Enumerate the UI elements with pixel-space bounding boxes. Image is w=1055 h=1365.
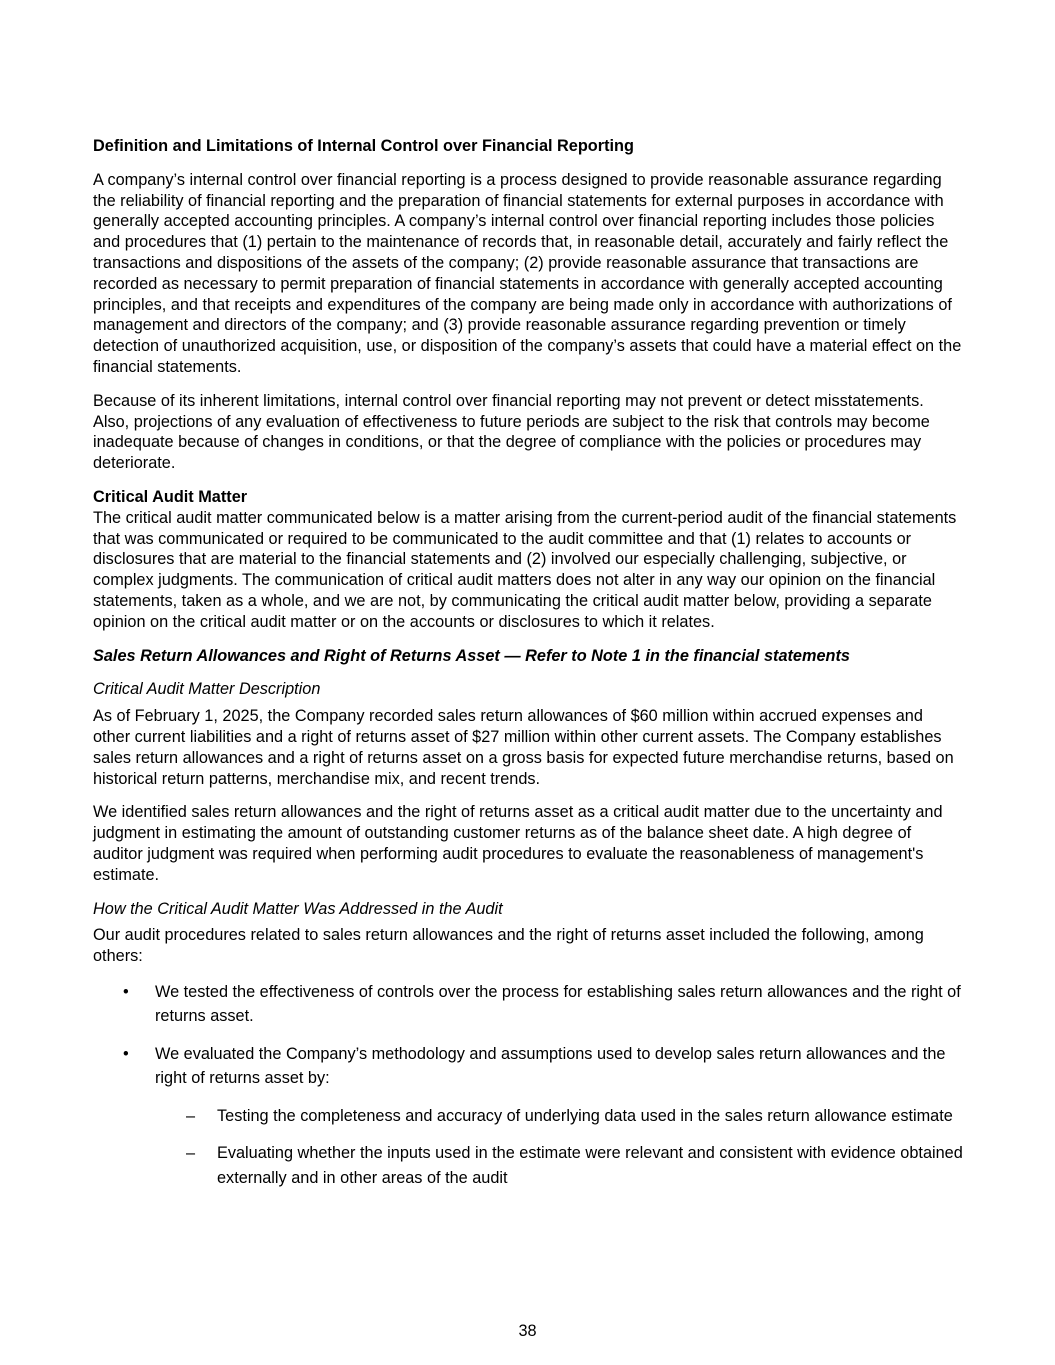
subsection-heading-sales-return: Sales Return Allowances and Right of Returns Asset — Refer to Note 1 in the financial statements	[93, 646, 850, 665]
sub-list-item	[93, 1141, 963, 1190]
dash-marker: –	[186, 1106, 196, 1125]
list-item-text: We evaluated the Company’s methodology and assumptions used to develop sales return allowances and the right of returns asset by:	[155, 1044, 946, 1088]
paragraph-cam-description-2: We identified sales return allowances and the right of returns asset as a critical audit matter due to the uncertainty and judgment in estimating the amount of outstanding customer returns as of the balance sheet date. A high degree of auditor judgment was required when performing audit procedures to evaluate the reasonableness of management's estimate.	[93, 803, 943, 884]
audit-procedures-list	[93, 980, 963, 1191]
sub-list-item-text: Testing the completeness and accuracy of underlying data used in the sales return allowance estimate	[217, 1106, 953, 1125]
list-item	[93, 1042, 963, 1191]
paragraph-internal-control-definition: A company’s internal control over financial reporting is a process designed to provide reasonable assurance regarding the reliability of financial reporting and the preparation of financial statements for external purposes in accordance with generally accepted accounting principles. A company’s internal control over financial reporting includes those policies and procedures that (1) pertain to the maintenance of records that, in reasonable detail, accurately and fairly reflect the transactions and dispositions of the assets of the company; (2) provide reasonable assurance that transactions are recorded as necessary to permit preparation of financial statements in accordance with generally accepted accounting principles, and that receipts and expenditures of the company are being made only in accordance with authorizations of management and directors of the company; and (3) provide reasonable assurance regarding prevention or timely detection of unauthorized acquisition, use, or disposition of the company’s assets that could have a material effect on the financial statements.	[93, 170, 962, 376]
bullet-marker: •	[123, 982, 129, 1001]
heading-cam-addressed: How the Critical Audit Matter Was Addressed in the Audit	[93, 899, 503, 918]
bullet-marker: •	[123, 1044, 129, 1063]
section-heading-critical-audit-matter: Critical Audit Matter	[93, 487, 248, 506]
heading-cam-description: Critical Audit Matter Description	[93, 680, 321, 699]
audit-procedures-sublist	[93, 1104, 963, 1191]
dash-marker: –	[186, 1144, 196, 1163]
paragraph-cam-addressed-intro: Our audit procedures related to sales return allowances and the right of returns asset included the following, among others:	[93, 926, 924, 966]
document-body	[93, 136, 963, 1203]
section-heading-internal-control: Definition and Limitations of Internal Control over Financial Reporting	[93, 137, 634, 155]
paragraph-internal-control-limitations: Because of its inherent limitations, internal control over financial reporting may not prevent or detect misstatements. Also, projections of any evaluation of effectiveness to future periods are subject to the risk that controls may become inadequate because of changes in conditions, or that the degree of compliance with the policies or procedures may deteriorate.	[93, 391, 930, 473]
list-item	[93, 980, 963, 1029]
paragraph-critical-audit-matter: The critical audit matter communicated below is a matter arising from the current-period audit of the financial statements that was communicated or required to be communicated to the audit committee and that (1) relates to accounts or disclosures that are material to the financial statements and (2) involved our especially challenging, subjective, or complex judgments. The communication of critical audit matters does not alter in any way our opinion on the financial statements, taken as a whole, and we are not, by communicating the critical audit matter below, providing a separate opinion on the critical audit matter or on the accounts or disclosures to which it relates.	[93, 508, 957, 631]
page-number: 38	[518, 1322, 537, 1340]
paragraph-cam-description-1: As of February 1, 2025, the Company recorded sales return allowances of $60 million within accrued expenses and other current liabilities and a right of returns asset of $27 million within other current assets. The Company establishes sales return allowances and a right of returns asset on a gross basis for expected future merchandise returns, based on historical return patterns, merchandise mix, and recent trends.	[93, 707, 954, 788]
list-item-text: We tested the effectiveness of controls over the process for establishing sales return allowances and the right of returns asset.	[155, 982, 961, 1026]
sub-list-item	[93, 1104, 963, 1129]
sub-list-item-text: Evaluating whether the inputs used in the estimate were relevant and consistent with evidence obtained externally and in other areas of the audit	[217, 1144, 963, 1187]
